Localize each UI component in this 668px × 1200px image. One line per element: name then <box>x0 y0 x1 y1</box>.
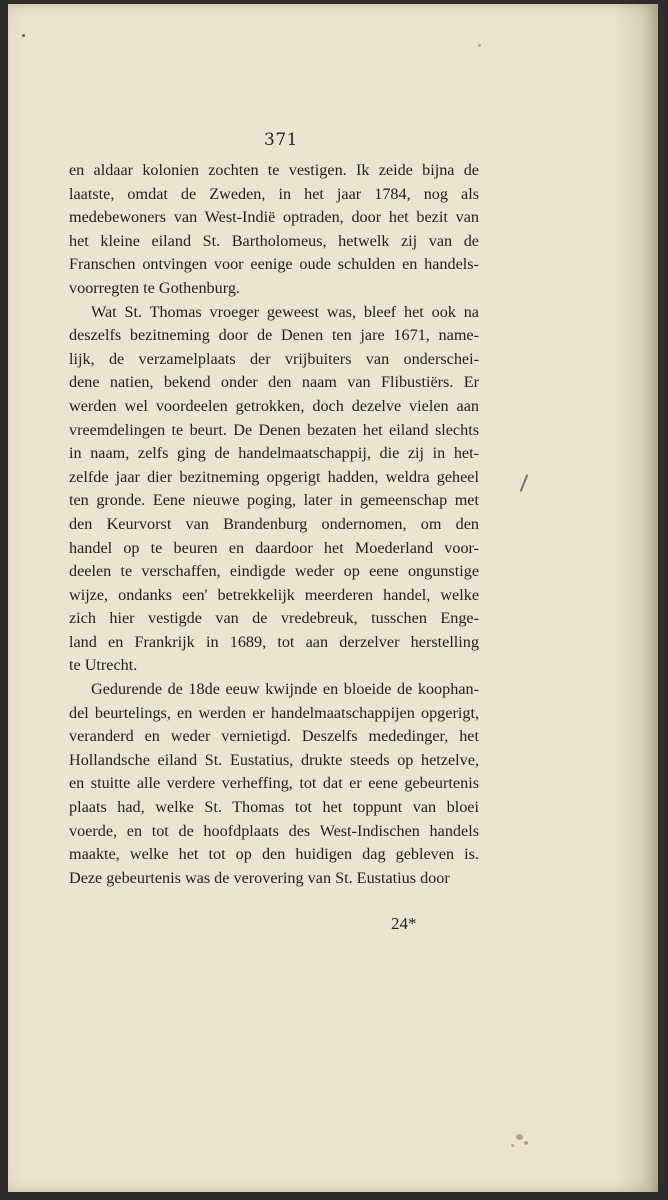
text-line: het kleine eiland St. Bartholomeus, hetwelk zij van de <box>69 231 479 250</box>
binding-mark <box>22 34 25 37</box>
text-line: deelen te verschaffen, eindigde weder op eene ongunstige <box>69 562 479 581</box>
text-line: werden wel voordeelen getrokken, doch dezelve vielen aan <box>69 396 479 415</box>
text-line: Hollandsche eiland St. Eustatius, drukte steeds op hetzelve, <box>69 750 479 769</box>
text-line: te Utrecht. <box>69 656 138 675</box>
text-line: en stuitte alle verdere verheffing, tot dat er eene gebeurtenis <box>69 774 479 793</box>
text-line: Deze gebeurtenis was de verovering van St. Eustatius door <box>69 868 450 887</box>
text-line: vreemdelingen te beurt. De Denen bezaten het eiland slechts <box>69 420 479 439</box>
stain-spot <box>524 1141 528 1145</box>
text-line: wijze, ondanks een' betrekkelijk meerderen handel, welke <box>69 585 479 604</box>
text-line: laatste, omdat de Zweden, in het jaar 1784, nog als <box>69 184 479 203</box>
text-line: den Keurvorst van Brandenburg ondernomen, om den <box>69 514 479 533</box>
text-line: dene natien, bekend onder den naam van Flibustiërs. Er <box>69 373 479 392</box>
text-line: en aldaar kolonien zochten te vestigen. Ik zeide bijna de <box>69 161 479 179</box>
text-line: Wat St. Thomas vroeger geweest was, bleef het ook na <box>91 302 479 321</box>
book-page <box>8 4 658 1192</box>
text-line: maakte, welke het tot op den huidigen dag gebleven is. <box>69 845 479 864</box>
stain-spot <box>511 1144 514 1147</box>
signature-mark: 24* <box>391 914 417 933</box>
stain-spot <box>478 44 481 47</box>
text-line: zelfde jaar dier bezitneming opgerigt hadden, weldra geheel <box>69 467 479 486</box>
paragraph <box>69 678 479 890</box>
text-line: del beurtelings, en werden er handelmaatschappijen opgerigt, <box>69 703 479 722</box>
page-number: 371 <box>264 130 298 150</box>
text-line: handel op te beuren en daardoor het Moederland voor- <box>69 538 479 557</box>
pencil-mark <box>520 474 529 491</box>
text-line: plaats had, welke St. Thomas tot het toppunt van bloei <box>69 798 479 817</box>
text-line: lijk, de verzamelplaats der vrijbuiters van onderschei- <box>69 349 479 368</box>
stain-spot <box>516 1134 523 1140</box>
text-line: in naam, zelfs ging de handelmaatschappij, die zij in het- <box>69 444 479 463</box>
text-line: Franschen ontvingen voor eenige oude schulden en handels- <box>69 255 479 274</box>
text-line: voerde, en tot de hoofdplaats des West-Indischen handels <box>69 821 479 840</box>
paragraph <box>69 159 479 301</box>
body-text <box>69 159 479 890</box>
page-edge-shadow <box>614 4 658 1192</box>
text-line: deszelfs bezitneming door de Denen ten jare 1671, name- <box>69 326 479 345</box>
text-line: ten gronde. Eene nieuwe poging, later in gemeenschap met <box>69 491 479 510</box>
text-line: medebewoners van West-Indië optraden, door het bezit van <box>69 208 479 227</box>
text-line: zich hier vestigde van de vredebreuk, tusschen Enge- <box>69 609 479 628</box>
text-line: voorregten te Gothenburg. <box>69 278 240 297</box>
paragraph <box>69 301 479 679</box>
text-line: veranderd en weder vernietigd. Deszelfs mededinger, het <box>69 727 479 746</box>
text-line: land en Frankrijk in 1689, tot aan derzelver herstelling <box>69 632 479 651</box>
text-line: Gedurende de 18de eeuw kwijnde en bloeide de koophan- <box>91 680 479 699</box>
